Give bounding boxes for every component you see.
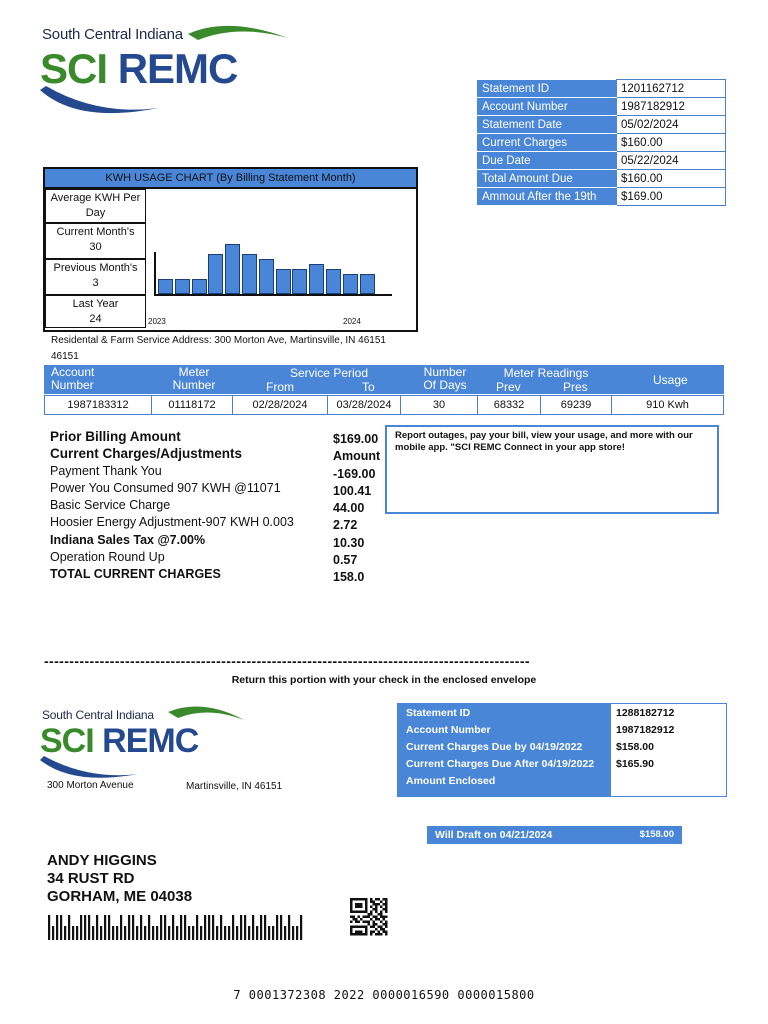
barcode-bar bbox=[60, 915, 62, 940]
statement-info-value: $160.00 bbox=[617, 170, 726, 188]
barcode-bar bbox=[288, 915, 290, 940]
barcode-bar bbox=[120, 915, 122, 940]
statement-info-value: 1987182912 bbox=[617, 98, 726, 116]
account-table-row bbox=[45, 396, 724, 415]
account-table-header bbox=[44, 365, 724, 394]
barcode-bar bbox=[272, 926, 274, 940]
remit-logo bbox=[38, 700, 258, 782]
hdr-number-of-days: Number Of Days bbox=[423, 365, 467, 392]
app-message-box: Report outages, pay your bill, view your usage, and more with our mobile app. "SCI REMC Connect in your app store! bbox=[385, 425, 719, 514]
cell-to: 03/28/2024 bbox=[328, 396, 401, 415]
chart-y-axis bbox=[154, 252, 156, 296]
statement-info-label: Current Charges bbox=[478, 134, 617, 152]
usage-bar bbox=[225, 244, 240, 294]
remit-logo-wordmark: SCI REMC bbox=[40, 722, 199, 760]
scanline: 7 0001372308 2022 0000016590 0000015800 bbox=[233, 988, 535, 1002]
statement-info-value: 05/22/2024 bbox=[617, 152, 726, 170]
statement-info-row bbox=[478, 170, 726, 188]
charges-values bbox=[333, 431, 393, 587]
usage-chart-row bbox=[45, 223, 146, 259]
remit-info-label: Account Number bbox=[406, 724, 491, 736]
usage-row-value: 24 bbox=[89, 313, 102, 325]
remit-info-row bbox=[398, 758, 726, 775]
barcode-bar bbox=[300, 915, 302, 940]
hdr-account-number: Account Number bbox=[51, 365, 95, 392]
charge-value: 44.00 bbox=[333, 501, 365, 516]
barcode-bar bbox=[128, 915, 130, 940]
hdr-from: From bbox=[266, 380, 294, 394]
cell-from: 02/28/2024 bbox=[233, 396, 328, 415]
barcode-bar bbox=[252, 915, 254, 940]
barcode-bar bbox=[224, 926, 226, 940]
logo-region-text: South Central Indiana bbox=[42, 26, 183, 43]
statement-info-value: $160.00 bbox=[617, 134, 726, 152]
remit-info-row bbox=[398, 741, 726, 758]
charge-value: 158.0 bbox=[333, 570, 365, 585]
barcode-bar bbox=[92, 926, 94, 940]
barcode-bar bbox=[80, 915, 82, 940]
statement-info-label: Ammout After the 19th bbox=[478, 188, 617, 206]
cell-account-number: 1987183312 bbox=[45, 396, 152, 415]
remit-info-label: Current Charges Due After 04/19/2022 bbox=[406, 758, 595, 770]
barcode-bar bbox=[148, 915, 150, 940]
charges-labels bbox=[50, 428, 330, 584]
hdr-meter-readings: Meter Readings bbox=[503, 366, 589, 380]
usage-bar bbox=[292, 269, 307, 294]
will-draft-label: Will Draft on 04/21/2024 bbox=[435, 829, 553, 841]
statement-info-label: Due Date bbox=[478, 152, 617, 170]
charge-value: 0.57 bbox=[333, 553, 358, 568]
barcode-bar bbox=[248, 926, 250, 940]
statement-info-row bbox=[478, 134, 726, 152]
barcode-bar bbox=[56, 915, 58, 940]
barcode-bar bbox=[184, 915, 186, 940]
barcode-bar bbox=[164, 915, 166, 940]
usage-bar bbox=[192, 279, 207, 294]
remit-city: Martinsville, IN 46151 bbox=[186, 781, 283, 792]
remit-info-value: 1288182712 bbox=[616, 707, 675, 719]
charge-label: Indiana Sales Tax @7.00% bbox=[50, 532, 206, 547]
charge-value: -169.00 bbox=[333, 466, 376, 481]
usage-row-value: 3 bbox=[92, 277, 99, 289]
remit-info-row bbox=[398, 724, 726, 741]
barcode-bar bbox=[64, 926, 66, 940]
postal-barcode bbox=[48, 915, 308, 940]
barcode-bar bbox=[160, 915, 162, 940]
remit-info-box bbox=[397, 703, 727, 797]
statement-info-label: Statement Date bbox=[478, 116, 617, 134]
barcode-bar bbox=[268, 926, 270, 940]
cell-days: 30 bbox=[401, 396, 478, 415]
barcode-bar bbox=[152, 926, 154, 940]
hdr-meter-number: Meter Number bbox=[172, 365, 216, 392]
statement-info-row bbox=[478, 116, 726, 134]
return-notice: Return this portion with your check in the enclosed envelope bbox=[231, 674, 537, 686]
usage-bar bbox=[242, 254, 257, 294]
service-address: Residental & Farm Service Address: 300 Morton Ave, Martinsville, IN 46151 46151 bbox=[51, 335, 386, 362]
barcode-bar bbox=[204, 915, 206, 940]
barcode-bar bbox=[84, 915, 86, 940]
barcode-bar bbox=[188, 926, 190, 940]
barcode-bar bbox=[220, 915, 222, 940]
barcode-bar bbox=[296, 926, 298, 940]
cell-usage: 910 Kwh bbox=[612, 396, 724, 415]
barcode-bar bbox=[72, 926, 74, 940]
usage-bar bbox=[158, 279, 173, 294]
qr-code-icon bbox=[350, 898, 388, 936]
barcode-bar bbox=[244, 915, 246, 940]
barcode-bar bbox=[176, 926, 178, 940]
logo-wordmark: SCI REMC bbox=[40, 45, 238, 92]
barcode-bar bbox=[180, 915, 182, 940]
barcode-bar bbox=[192, 926, 194, 940]
usage-bar bbox=[175, 279, 190, 294]
charge-value: 2.72 bbox=[333, 518, 358, 533]
remit-info-row bbox=[398, 707, 726, 724]
hdr-usage: Usage bbox=[653, 373, 688, 387]
hdr-to: To bbox=[362, 380, 375, 394]
tear-line: ------------------------------------------------------------------------------------------------ bbox=[44, 655, 530, 667]
cell-prev: 68332 bbox=[478, 396, 541, 415]
charge-label: Hoosier Energy Adjustment-907 KWH 0.003 bbox=[50, 515, 294, 530]
barcode-bar bbox=[236, 926, 238, 940]
customer-name: ANDY HIGGINS bbox=[47, 852, 157, 869]
customer-street: 34 RUST RD bbox=[47, 870, 135, 887]
barcode-bar bbox=[156, 926, 158, 940]
cell-pres: 69239 bbox=[541, 396, 612, 415]
cell-meter-number: 01118172 bbox=[152, 396, 233, 415]
usage-bar bbox=[343, 274, 358, 294]
usage-bar bbox=[309, 264, 324, 294]
charge-label: Operation Round Up bbox=[50, 550, 165, 565]
barcode-bar bbox=[260, 915, 262, 940]
remit-info-label: Statement ID bbox=[406, 707, 471, 719]
remit-info-value: $158.00 bbox=[616, 741, 654, 753]
usage-chart-row bbox=[45, 259, 146, 295]
charge-value: 100.41 bbox=[333, 483, 372, 498]
usage-chart-plot bbox=[147, 189, 416, 330]
remit-info-value: 1987182912 bbox=[616, 724, 675, 736]
statement-info-value: $169.00 bbox=[617, 188, 726, 206]
statement-info-row bbox=[478, 188, 726, 206]
barcode-bar bbox=[292, 926, 294, 940]
usage-row-label: Previous Month's bbox=[53, 262, 138, 274]
barcode-bar bbox=[264, 915, 266, 940]
customer-address bbox=[47, 852, 192, 906]
barcode-bar bbox=[48, 915, 50, 940]
barcode-bar bbox=[124, 926, 126, 940]
barcode-bar bbox=[136, 926, 138, 940]
statement-info-label: Account Number bbox=[478, 98, 617, 116]
charge-label: Power You Consumed 907 KWH @11071 bbox=[50, 480, 281, 495]
charge-value: $169.00 bbox=[333, 432, 379, 446]
charge-value: 10.30 bbox=[333, 535, 365, 550]
barcode-bar bbox=[140, 915, 142, 940]
hdr-pres: Pres bbox=[563, 380, 588, 394]
barcode-bar bbox=[196, 915, 198, 940]
barcode-bar bbox=[112, 926, 114, 940]
statement-info-table bbox=[477, 79, 726, 206]
charge-label: Payment Thank You bbox=[50, 463, 162, 478]
usage-row-label: Current Month's bbox=[56, 226, 135, 238]
usage-row-label: Last Year bbox=[72, 298, 119, 310]
charge-label: Prior Billing Amount bbox=[50, 429, 181, 444]
barcode-bar bbox=[52, 926, 54, 940]
remit-street: 300 Morton Avenue bbox=[47, 780, 134, 791]
remit-info-row bbox=[398, 775, 726, 792]
barcode-bar bbox=[284, 926, 286, 940]
barcode-bar bbox=[68, 915, 70, 940]
will-draft-amount: $158.00 bbox=[639, 829, 674, 840]
remit-info-label: Current Charges Due by 04/19/2022 bbox=[406, 741, 583, 753]
barcode-bar bbox=[96, 915, 98, 940]
hdr-prev: Prev bbox=[496, 380, 521, 394]
barcode-bar bbox=[200, 926, 202, 940]
customer-city: GORHAM, ME 04038 bbox=[47, 888, 193, 905]
usage-chart-row bbox=[45, 295, 146, 328]
barcode-bar bbox=[88, 915, 90, 940]
remit-info-value: $165.90 bbox=[616, 758, 654, 770]
charge-label: TOTAL CURRENT CHARGES bbox=[50, 567, 221, 582]
barcode-bar bbox=[216, 926, 218, 940]
barcode-bar bbox=[168, 926, 170, 940]
hdr-service-period: Service Period bbox=[289, 366, 369, 380]
statement-info-row bbox=[478, 98, 726, 116]
company-logo bbox=[38, 16, 298, 116]
statement-info-value: 1201162712 bbox=[617, 80, 726, 98]
remit-info-label: Amount Enclosed bbox=[406, 775, 496, 787]
usage-bar bbox=[259, 259, 274, 294]
statement-info-value: 05/02/2024 bbox=[617, 116, 726, 134]
chart-x-axis bbox=[154, 294, 392, 296]
will-draft-bar bbox=[427, 826, 682, 844]
chart-x-tick-2024: 2024 bbox=[343, 317, 361, 326]
statement-info-label: Statement ID bbox=[478, 80, 617, 98]
barcode-bar bbox=[276, 915, 278, 940]
barcode-bar bbox=[208, 915, 210, 940]
barcode-bar bbox=[104, 915, 106, 940]
usage-bar bbox=[276, 269, 291, 294]
barcode-bar bbox=[116, 926, 118, 940]
barcode-bar bbox=[232, 915, 234, 940]
statement-info-label: Total Amount Due bbox=[478, 170, 617, 188]
usage-bar bbox=[360, 274, 375, 294]
statement-info-row bbox=[478, 80, 726, 98]
account-table bbox=[44, 395, 724, 415]
barcode-bar bbox=[144, 926, 146, 940]
barcode-bar bbox=[212, 915, 214, 940]
usage-chart bbox=[43, 167, 418, 332]
barcode-bar bbox=[172, 915, 174, 940]
remit-logo-region-text: South Central Indiana bbox=[42, 708, 154, 722]
barcode-bar bbox=[108, 915, 110, 940]
usage-chart-title: KWH USAGE CHART (By Billing Statement Month) bbox=[45, 169, 416, 189]
usage-row-label: Average KWH Per Day bbox=[50, 192, 141, 219]
charge-label: Current Charges/Adjustments bbox=[50, 446, 243, 462]
barcode-bar bbox=[256, 926, 258, 940]
usage-bar bbox=[208, 254, 223, 294]
usage-row-value: 30 bbox=[89, 241, 102, 253]
barcode-bar bbox=[76, 926, 78, 940]
statement-info-row bbox=[478, 152, 726, 170]
charge-label: Basic Service Charge bbox=[50, 498, 171, 513]
barcode-bar bbox=[240, 915, 242, 940]
barcode-bar bbox=[228, 926, 230, 940]
usage-chart-row bbox=[45, 189, 146, 223]
chart-x-tick-2023: 2023 bbox=[148, 317, 166, 326]
usage-bar bbox=[326, 269, 341, 294]
barcode-bar bbox=[100, 926, 102, 940]
barcode-bar bbox=[132, 915, 134, 940]
barcode-bar bbox=[280, 915, 282, 940]
charge-value: Amount bbox=[333, 449, 381, 464]
